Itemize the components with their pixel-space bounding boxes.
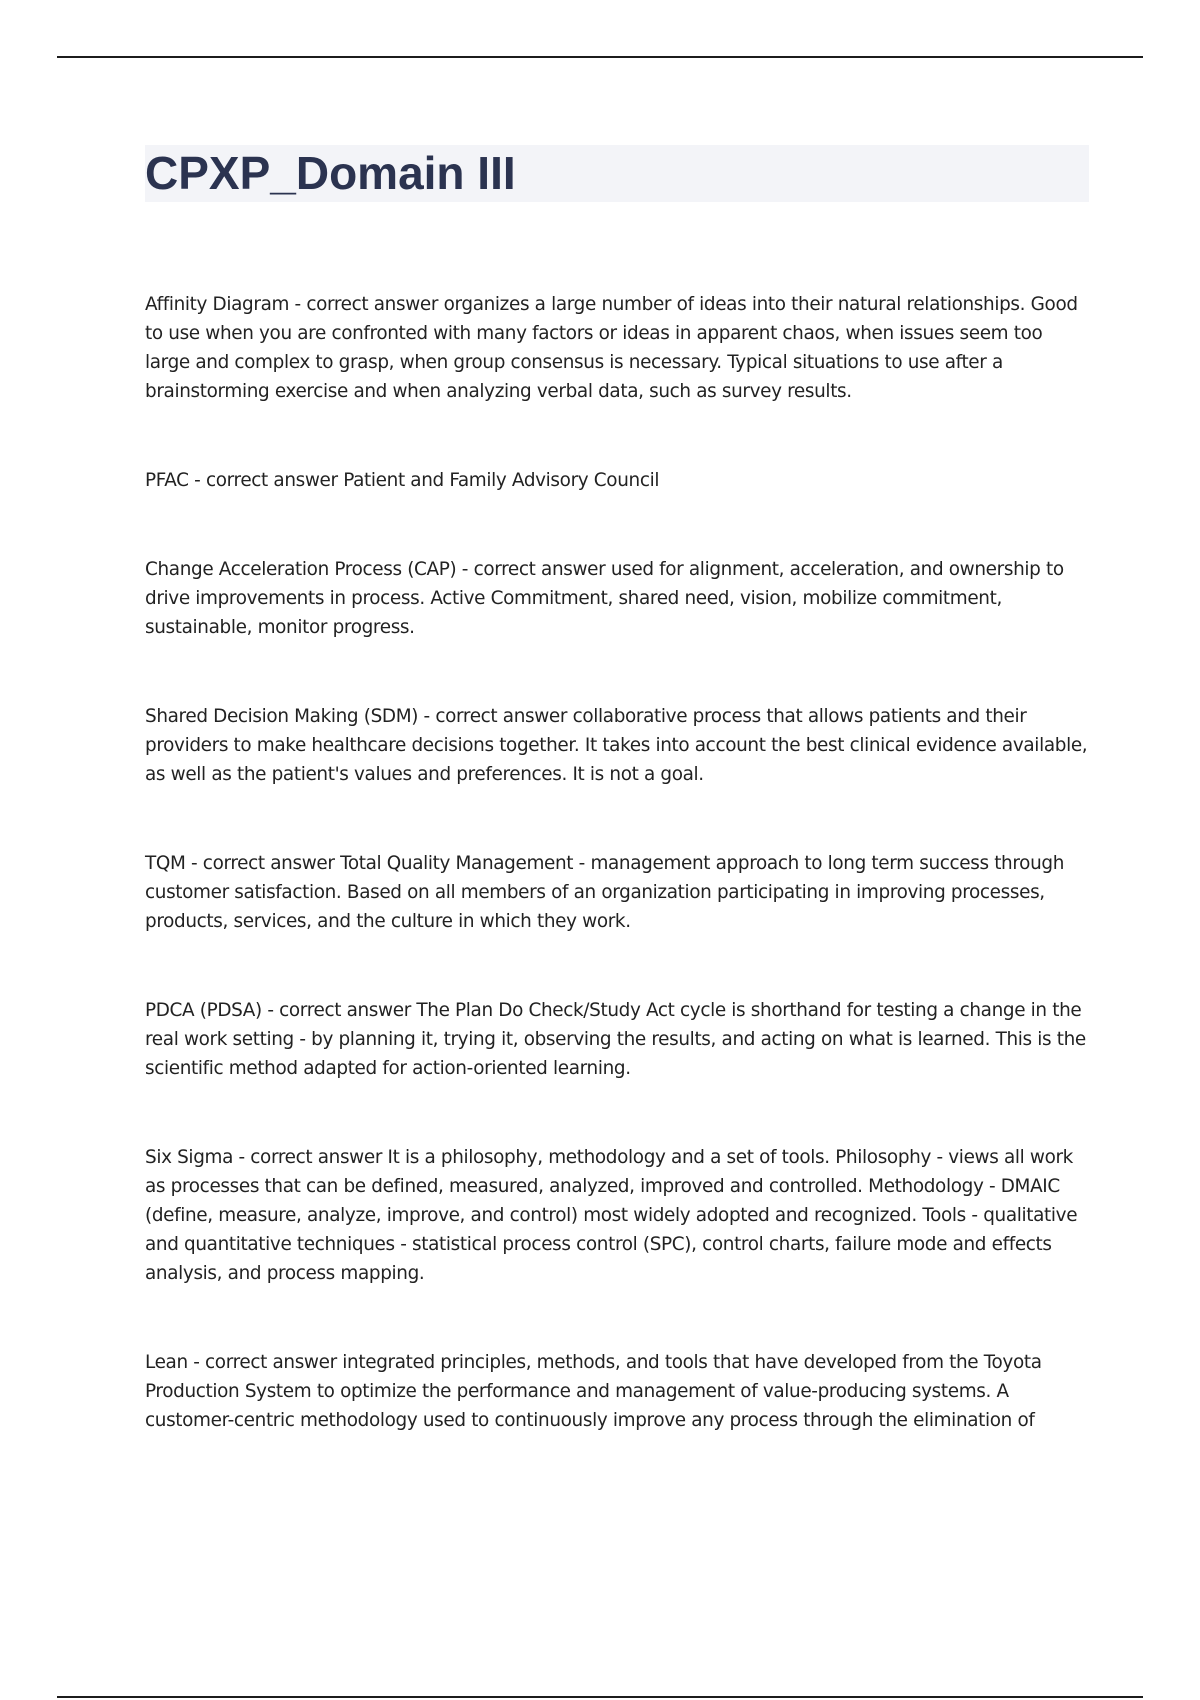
flashcard-entry-pfac: PFAC - correct answer Patient and Family Advisory Council bbox=[145, 470, 660, 491]
flashcard-entry-lean: Lean - correct answer integrated principles, methods, and tools that have developed from the Toyota Production System to optimize the performance and management of value-producing systems. A customer-centric methodology used to continuously improve any process through the elimination of bbox=[145, 1352, 1042, 1431]
flashcard-entry-pdca: PDCA (PDSA) - correct answer The Plan Do Check/Study Act cycle is shorthand for testing a change in the real work setting - by planning it, trying it, observing the results, and acting on what is learned. This is the scientific method adapted for action-oriented learning. bbox=[145, 1000, 1086, 1079]
flashcard-entry-sdm: Shared Decision Making (SDM) - correct answer collaborative process that allows patients and their providers to make healthcare decisions together. It takes into account the best clinical evidence available, as well as the patient's values and preferences. It is not a goal. bbox=[145, 706, 1088, 785]
document-title: CPXP_Domain III bbox=[145, 147, 516, 199]
flashcard-entry-six-sigma: Six Sigma - correct answer It is a philosophy, methodology and a set of tools. Philosophy - views all work as processes that can be defined, measured, analyzed, improved and controlled. Methodology - DMAIC (define, measure, analyze, improve, and control) most widely adopted and recognized. Tools - qualitative and quantitative techniques - statistical process control (SPC), control charts, failure mode and effects analysis, and process mapping. bbox=[145, 1147, 1078, 1284]
flashcard-entry-affinity-diagram: Affinity Diagram - correct answer organizes a large number of ideas into their natural relationships. Good to use when you are confronted with many factors or ideas in apparent chaos, when issues seem too large and complex to grasp, when group consensus is necessary. Typical situations to use after a brainstorming exercise and when analyzing verbal data, such as survey results. bbox=[145, 294, 1078, 402]
flashcard-entry-cap: Change Acceleration Process (CAP) - correct answer used for alignment, acceleration, and ownership to drive improvements in process. Active Commitment, shared need, vision, mobilize commitment, sustainable, monitor progress. bbox=[145, 559, 1064, 638]
flashcard-list bbox=[145, 290, 1089, 1495]
top-divider bbox=[57, 56, 1143, 58]
flashcard-entry-tqm: TQM - correct answer Total Quality Management - management approach to long term success through customer satisfaction. Based on all members of an organization participating in improving processes, products, services, and the culture in which they work. bbox=[145, 853, 1065, 932]
title-banner bbox=[145, 145, 1089, 202]
bottom-divider bbox=[57, 1696, 1143, 1698]
